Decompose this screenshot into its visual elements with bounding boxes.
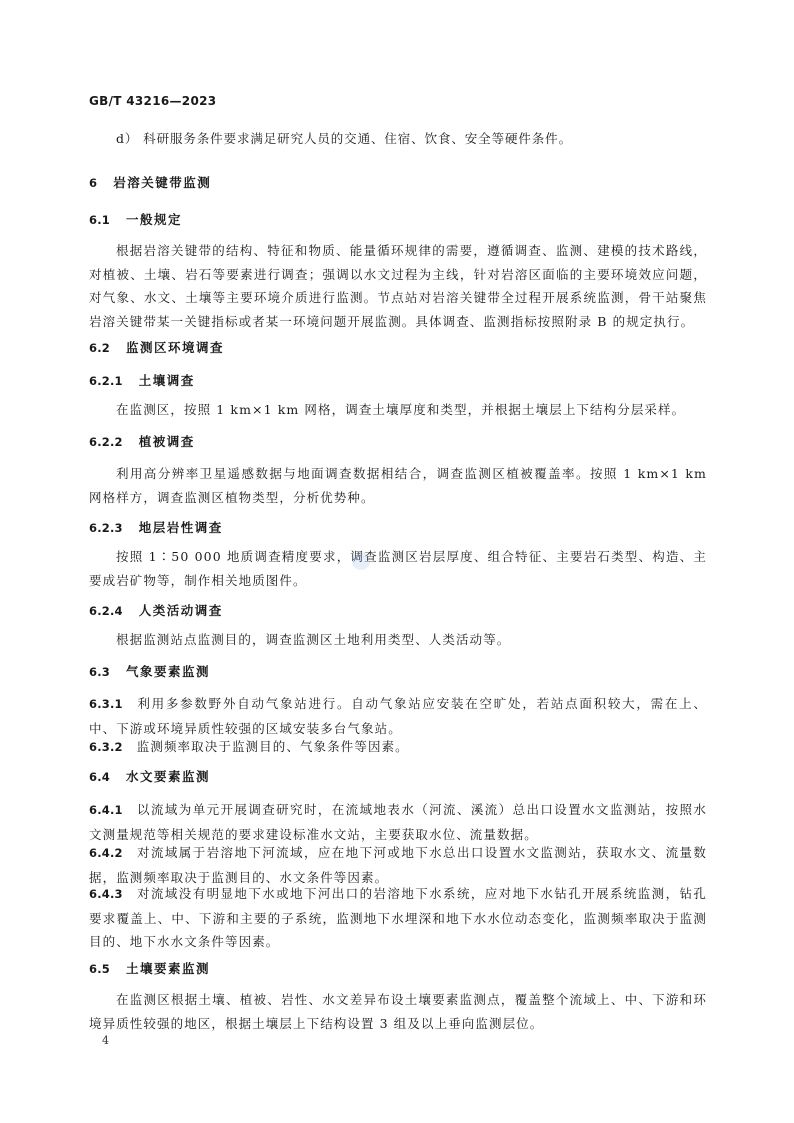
section-6-2-1-heading (89, 371, 195, 391)
section-title: 一般规定 (125, 212, 182, 227)
section-title: 地层岩性调查 (138, 520, 223, 535)
section-number: 6.4 (89, 770, 110, 784)
section-6-5-text: 在监测区根据土壤、植被、岩性、水文差异布设土壤要素监测点，覆盖整个流域上、中、下游和环境异质性较强的地区，根据土壤层上下结构设置 3 组及以上垂向监测层位。 (89, 992, 707, 1031)
section-6-2-4-text: 根据监测站点监测目的，调查监测区土地利用类型、人类活动等。 (116, 632, 511, 647)
clause-6-4-1 (89, 798, 707, 846)
section-6-2-1-text: 在监测区，按照 1 km×1 km 网格，调查土壤厚度和类型，并根据土壤层上下结构分层采样。 (116, 402, 686, 417)
watermark-mark (352, 552, 370, 570)
clause-text: 对流域属于岩溶地下河流域，应在地下河或地下水总出口设置水文监测站，获取水文、流量数据，监测频率取决于监测目的、水文条件等因素。 (89, 845, 707, 885)
section-number: 6.2.3 (89, 521, 123, 535)
section-title: 岩溶关键带监测 (113, 175, 212, 190)
section-title: 土壤要素监测 (125, 961, 210, 976)
section-number: 6.2.2 (89, 435, 123, 449)
section-number: 6.5 (89, 962, 110, 976)
section-6-2-3-text: 按照 1∶50 000 地质调查精度要求，调查监测区岩层厚度、组合特征、主要岩石类型、构造、主要成岩矿物等，制作相关地质图件。 (89, 549, 707, 588)
section-6-2-3-heading (89, 518, 223, 538)
section-number: 6.2 (89, 341, 110, 355)
clause-6-3-2 (89, 735, 707, 760)
clause-6-3-1 (89, 692, 707, 740)
clause-text: 监测频率取决于监测目的、气象条件等因素。 (136, 739, 409, 754)
section-6-5-heading (89, 959, 210, 979)
section-number: 6.3 (89, 665, 110, 679)
clause-number: 6.4.1 (89, 803, 123, 817)
section-6-2-4-heading (89, 601, 223, 621)
section-title: 监测区环境调查 (125, 340, 224, 355)
clause-number: 6.4.2 (89, 846, 123, 860)
section-title: 人类活动调查 (138, 603, 223, 618)
clause-number: 6.4.3 (89, 887, 123, 901)
section-number: 6.2.4 (89, 604, 123, 618)
section-number: 6 (89, 176, 98, 190)
section-6-2-2-heading (89, 432, 195, 452)
section-6-2-2-text: 利用高分辨率卫星遥感数据与地面调查数据相结合，调查监测区植被覆盖率。按照 1 km×1 km 网格样方，调查监测区植物类型，分析优势种。 (89, 466, 707, 505)
standard-code: GB/T 43216—2023 (89, 94, 217, 108)
section-6-2-heading (89, 338, 224, 358)
clause-text: 利用多参数野外自动气象站进行。自动气象站应安装在空旷处，若站点面积较大，需在上、中、下游或环境异质性较强的区域安装多台气象站。 (89, 696, 707, 736)
page-number: 4 (102, 1034, 109, 1047)
section-title: 植被调查 (138, 434, 195, 449)
section-6-1-heading (89, 210, 182, 230)
list-item-d: d） 科研服务条件要求满足研究人员的交通、住宿、饮食、安全等硬件条件。 (116, 131, 572, 146)
clause-text: 以流域为单元开展调查研究时，在流域地表水（河流、溪流）总出口设置水文监测站，按照水文测量规范等相关规范的要求建设标准水文站，主要获取水位、流量数据。 (89, 802, 707, 842)
section-title: 水文要素监测 (125, 769, 210, 784)
section-title: 土壤调查 (138, 373, 195, 388)
clause-6-4-3 (89, 882, 707, 954)
clause-number: 6.3.2 (89, 740, 123, 754)
section-number: 6.1 (89, 213, 110, 227)
section-6-heading (89, 173, 211, 193)
section-6-1-text: 根据岩溶关键带的结构、特征和物质、能量循环规律的需要，遵循调查、监测、建模的技术路线，对植被、土壤、岩石等要素进行调查；强调以水文过程为主线，针对岩溶区面临的主要环境效应问题，对气象、水文、土壤等主要环境介质进行监测。节点站对岩溶关键带全过程开展系统监测，骨干站聚焦岩溶关键带某一关键指标或者某一环境问题开展监测。具体调查、监测指标按照附录 B 的规定执行。 (89, 243, 707, 329)
clause-text: 对流域没有明显地下水或地下河出口的岩溶地下水系统，应对地下水钻孔开展系统监测，钻孔要求覆盖上、中、下游和主要的子系统，监测地下水埋深和地下水水位动态变化，监测频率取决于监测目的、地下水水文条件等因素。 (89, 886, 707, 949)
clause-number: 6.3.1 (89, 697, 123, 711)
section-title: 气象要素监测 (125, 664, 210, 679)
section-6-4-heading (89, 767, 210, 787)
section-6-3-heading (89, 662, 210, 682)
section-number: 6.2.1 (89, 374, 123, 388)
